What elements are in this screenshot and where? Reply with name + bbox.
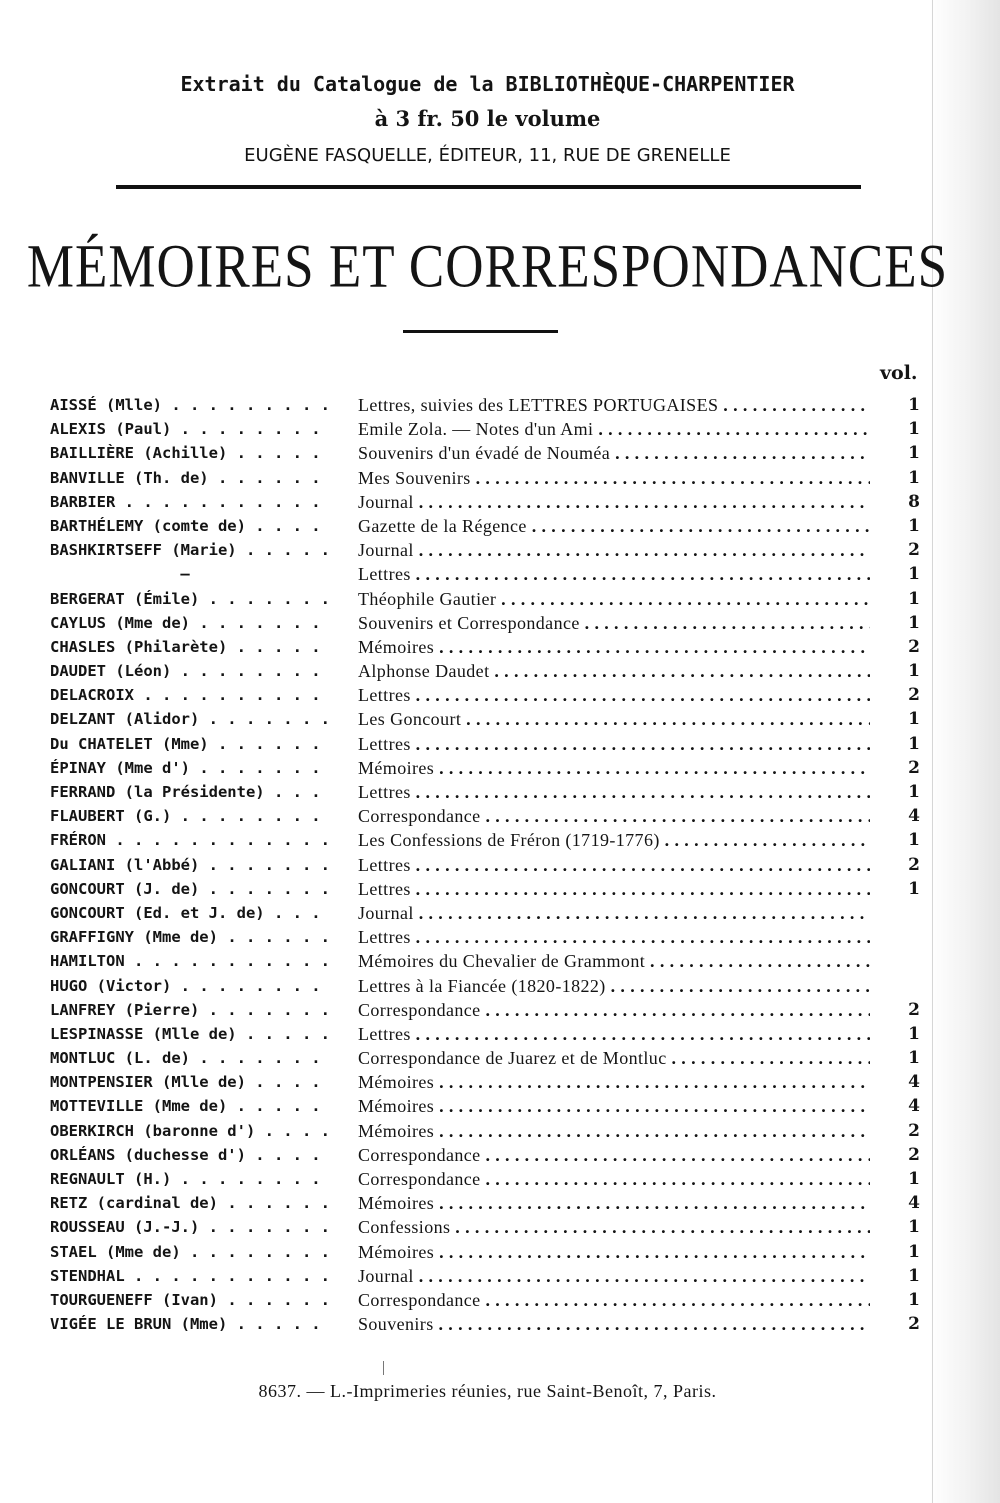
header-rule <box>116 185 861 189</box>
entry-author: FERRAND (la Présidente) . . . <box>50 780 332 804</box>
entry-work: Journal . . . <box>358 538 870 562</box>
entry-author: BARTHÉLEMY (comte de) . . . <box>50 514 332 538</box>
list-item <box>0 1312 1000 1336</box>
entry-work: Correspondance . . . <box>358 1143 870 1167</box>
entry-work: Mémoires . . . <box>358 1240 870 1264</box>
entry-volumes: 1 <box>908 1023 920 1044</box>
entry-work: Lettres . . . <box>358 877 870 901</box>
list-item <box>0 1215 1000 1239</box>
entry-volumes: 1 <box>908 1241 920 1262</box>
entry-author: DELACROIX . . . <box>50 683 332 707</box>
entry-author: TOURGUENEFF (Ivan) . . . <box>50 1288 332 1312</box>
entry-volumes: 1 <box>908 419 920 440</box>
entry-author: DELZANT (Alidor) . . . <box>50 707 332 731</box>
entry-author: RETZ (cardinal de) . . . <box>50 1191 332 1215</box>
list-item <box>0 514 1000 538</box>
list-item <box>0 828 1000 852</box>
list-item <box>0 1046 1000 1070</box>
entry-work: Journal . . . <box>358 490 870 514</box>
entry-author: VIGÉE LE BRUN (Mme) . . . <box>50 1312 332 1336</box>
entry-volumes: 4 <box>908 1096 920 1117</box>
entry-work: Théophile Gautier . . . <box>358 587 870 611</box>
volume-column-header: vol. <box>880 362 918 384</box>
printer-footer: 8637. — L.-Imprimeries réunies, rue Saint-Benoît, 7, Paris. <box>258 1381 717 1401</box>
entry-work: Souvenirs et Correspondance . . . <box>358 611 870 635</box>
entry-work: Confessions . . . <box>358 1215 870 1239</box>
entry-work: Lettres . . . <box>358 562 870 586</box>
entry-work: Lettres . . . <box>358 925 870 949</box>
entry-volumes: 2 <box>908 1144 920 1165</box>
entry-author: BANVILLE (Th. de) . . . <box>50 466 332 490</box>
entry-author: MONTLUC (L. de) . . . <box>50 1046 332 1070</box>
list-item <box>0 393 1000 417</box>
list-item <box>0 1167 1000 1191</box>
entry-author: FRÉRON . . . <box>50 828 332 852</box>
entry-author: GONCOURT (J. de) . . . <box>50 877 332 901</box>
entry-author: BARBIER . . . <box>50 490 332 514</box>
list-item <box>0 1240 1000 1264</box>
list-item <box>0 925 1000 949</box>
entry-author: — <box>180 565 190 584</box>
title-rule <box>403 330 558 333</box>
entry-volumes: 2 <box>908 685 920 706</box>
entry-author: Du CHATELET (Mme) . . . <box>50 732 332 756</box>
list-item <box>0 998 1000 1022</box>
list-item <box>0 587 1000 611</box>
entry-work: Souvenirs . . . <box>358 1312 870 1336</box>
entry-author: HAMILTON . . . <box>50 949 332 973</box>
list-item <box>0 949 1000 973</box>
entry-volumes: 2 <box>908 999 920 1020</box>
entry-work: Mémoires . . . <box>358 1119 870 1143</box>
list-item <box>0 611 1000 635</box>
entry-work: Mémoires . . . <box>358 1070 870 1094</box>
list-item <box>0 538 1000 562</box>
list-item <box>0 490 1000 514</box>
page-title: MÉMOIRES ET CORRESPONDANCES <box>26 233 949 301</box>
entry-work: Mémoires . . . <box>358 635 870 659</box>
entry-volumes: 1 <box>908 1265 920 1286</box>
entry-work: Mes Souvenirs . . . <box>358 466 870 490</box>
list-item <box>0 901 1000 925</box>
entry-volumes: 1 <box>908 612 920 633</box>
entry-work: Correspondance . . . <box>358 1288 870 1312</box>
entry-author: LESPINASSE (Mlle de) . . . <box>50 1022 332 1046</box>
catalogue-heading: Extrait du Catalogue de la BIBLIOTHÈQUE-CHARPENTIER <box>180 72 795 96</box>
list-item <box>0 1191 1000 1215</box>
entry-author: MONTPENSIER (Mlle de) . . . <box>50 1070 332 1094</box>
entry-author: FLAUBERT (G.) . . . <box>50 804 332 828</box>
entry-volumes: 8 <box>908 491 920 512</box>
entry-volumes: 1 <box>908 830 920 851</box>
entry-work: Mémoires . . . <box>358 1094 870 1118</box>
entry-work: Les Confessions de Fréron (1719-1776) . . . <box>358 828 870 852</box>
list-item <box>0 683 1000 707</box>
entry-author: STENDHAL . . . <box>50 1264 332 1288</box>
entry-volumes: 1 <box>908 733 920 754</box>
entry-volumes: 2 <box>908 540 920 561</box>
entry-work: Souvenirs d'un évadé de Nouméa . . . <box>358 441 870 465</box>
list-item <box>0 756 1000 780</box>
entry-volumes: 1 <box>908 878 920 899</box>
entry-author: GALIANI (l'Abbé) . . . <box>50 853 332 877</box>
entry-author: MOTTEVILLE (Mme de) . . . <box>50 1094 332 1118</box>
list-item <box>0 1288 1000 1312</box>
entry-work: Emile Zola. — Notes d'un Ami . . . <box>358 417 870 441</box>
entry-volumes: 2 <box>908 636 920 657</box>
list-item <box>0 1264 1000 1288</box>
list-item <box>0 1022 1000 1046</box>
list-item <box>0 635 1000 659</box>
entry-author: ORLÉANS (duchesse d') . . . <box>50 1143 332 1167</box>
list-item <box>0 707 1000 731</box>
entry-author: ROUSSEAU (J.-J.) . . . <box>50 1215 332 1239</box>
entry-volumes: 2 <box>908 854 920 875</box>
entry-work: Les Goncourt . . . <box>358 707 870 731</box>
entry-volumes: 1 <box>908 1217 920 1238</box>
list-item <box>0 974 1000 998</box>
entry-work: Lettres . . . <box>358 683 870 707</box>
entry-author: OBERKIRCH (baronne d') . . . <box>50 1119 332 1143</box>
catalogue-list <box>0 393 1000 1336</box>
entry-volumes: 1 <box>908 661 920 682</box>
entry-volumes: 1 <box>908 709 920 730</box>
entry-volumes: 1 <box>908 395 920 415</box>
entry-volumes: 1 <box>908 467 920 488</box>
list-item <box>0 466 1000 490</box>
entry-work: Mémoires . . . <box>358 1191 870 1215</box>
entry-volumes: 4 <box>908 1072 920 1093</box>
entry-volumes: 1 <box>908 588 920 609</box>
entry-volumes: 2 <box>908 1314 920 1335</box>
footer-tick <box>383 1361 384 1375</box>
list-item <box>0 1070 1000 1094</box>
list-item <box>0 417 1000 441</box>
entry-volumes: 2 <box>908 1120 920 1141</box>
entry-author: STAEL (Mme de) . . . <box>50 1240 332 1264</box>
list-item <box>0 853 1000 877</box>
entry-author: LANFREY (Pierre) . . . <box>50 998 332 1022</box>
entry-volumes: 4 <box>908 806 920 827</box>
entry-volumes: 1 <box>908 515 920 536</box>
entry-work: Lettres . . . <box>358 1022 870 1046</box>
entry-author: DAUDET (Léon) . . . <box>50 659 332 683</box>
entry-work: Lettres à la Fiancée (1820-1822) . . . <box>358 974 870 998</box>
entry-author: AISSÉ (Mlle) . . . <box>50 393 332 417</box>
entry-work: Lettres . . . <box>358 853 870 877</box>
entry-author: CAYLUS (Mme de) . . . <box>50 611 332 635</box>
list-item <box>0 1143 1000 1167</box>
entry-work: Journal . . . <box>358 1264 870 1288</box>
entry-work: Correspondance de Juarez et de Montluc . . . <box>358 1046 870 1070</box>
list-item <box>0 659 1000 683</box>
entry-author: BAILLIÈRE (Achille) . . . <box>50 441 332 465</box>
entry-author: CHASLES (Philarète) . . . <box>50 635 332 659</box>
entry-author: GRAFFIGNY (Mme de) . . . <box>50 925 332 949</box>
list-item <box>0 780 1000 804</box>
entry-work: Lettres, suivies des LETTRES PORTUGAISES . . . <box>358 393 870 417</box>
entry-author: BERGERAT (Émile) . . . <box>50 587 332 611</box>
entry-volumes: 1 <box>908 564 920 585</box>
entry-work: Lettres . . . <box>358 732 870 756</box>
list-item <box>0 441 1000 465</box>
publisher-line: EUGÈNE FASQUELLE, ÉDITEUR, 11, RUE DE GRENELLE <box>244 145 731 166</box>
entry-work: Gazette de la Régence . . . <box>358 514 870 538</box>
entry-volumes: 2 <box>908 757 920 778</box>
entry-volumes: 4 <box>908 1193 920 1214</box>
list-item <box>0 562 1000 586</box>
entry-work: Mémoires du Chevalier de Grammont . . . <box>358 949 870 973</box>
entry-author: BASHKIRTSEFF (Marie) . . . <box>50 538 332 562</box>
entry-author: HUGO (Victor) . . . <box>50 974 332 998</box>
entry-work: Alphonse Daudet . . . <box>358 659 870 683</box>
price-line: à 3 fr. 50 le volume <box>374 106 601 131</box>
entry-work: Mémoires . . . <box>358 756 870 780</box>
entry-author: ÉPINAY (Mme d') . . . <box>50 756 332 780</box>
list-item <box>0 1094 1000 1118</box>
entry-volumes: 1 <box>908 1169 920 1189</box>
entry-work: Correspondance . . . <box>358 998 870 1022</box>
entry-author: GONCOURT (Ed. et J. de) . . . <box>50 901 332 925</box>
entry-volumes: 1 <box>908 1289 920 1310</box>
entry-volumes: 1 <box>908 443 920 464</box>
entry-volumes: 1 <box>908 782 920 802</box>
list-item <box>0 732 1000 756</box>
entry-author: ALEXIS (Paul) . . . <box>50 417 332 441</box>
entry-work: Correspondance . . . <box>358 1167 870 1191</box>
list-item <box>0 1119 1000 1143</box>
list-item <box>0 877 1000 901</box>
entry-work: Journal . . . <box>358 901 870 925</box>
entry-work: Lettres . . . <box>358 780 870 804</box>
list-item <box>0 804 1000 828</box>
entry-work: Correspondance . . . <box>358 804 870 828</box>
entry-author: REGNAULT (H.) . . . <box>50 1167 332 1191</box>
entry-volumes: 1 <box>908 1048 920 1069</box>
